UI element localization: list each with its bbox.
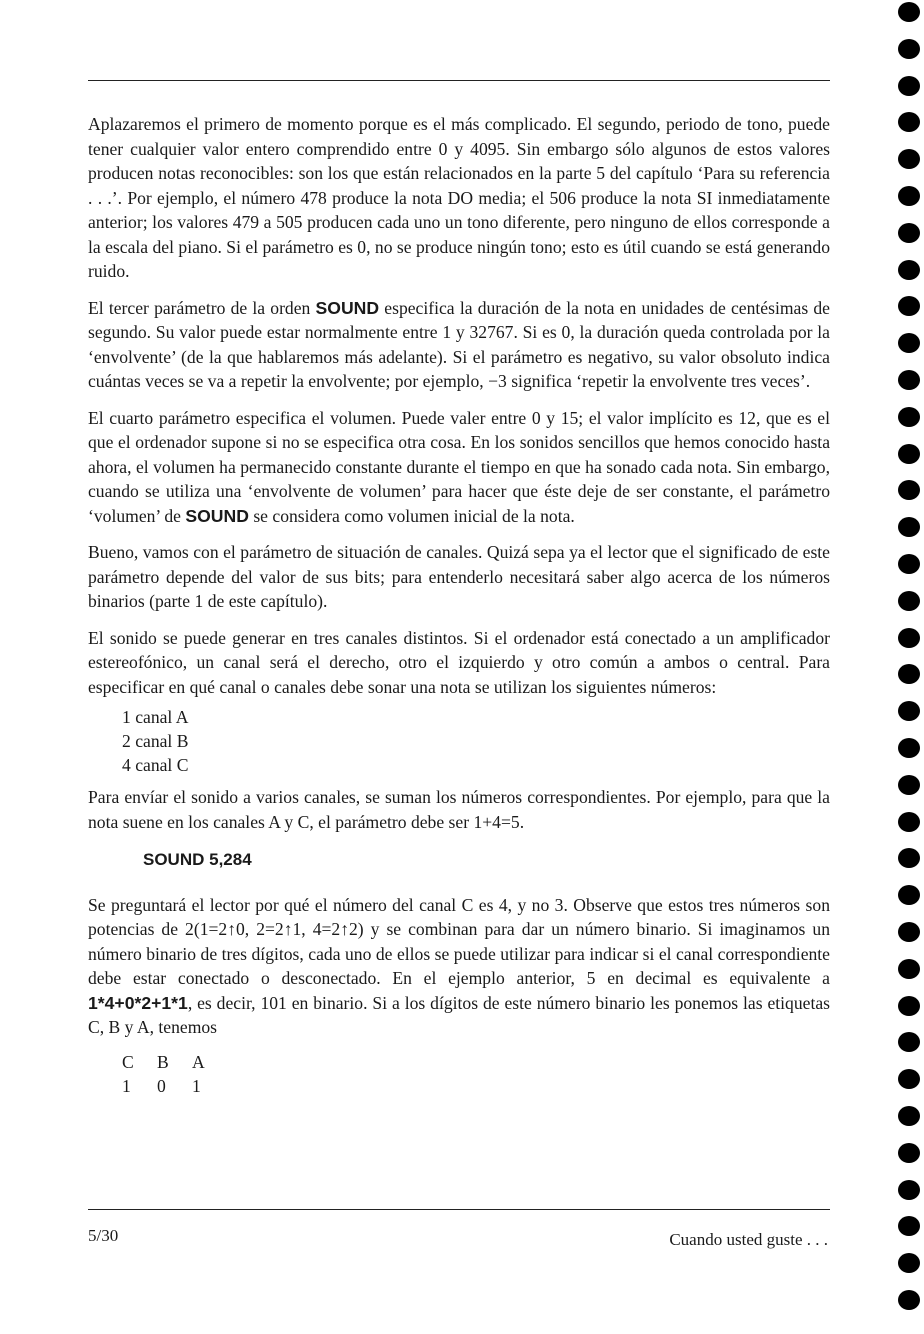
binding-hole bbox=[898, 628, 920, 648]
paragraph-binario bbox=[88, 893, 830, 1040]
text-span: El cuarto parámetro especifica el volumen. Puede valer entre 0 y 15; el valor implícito es 12, que es el que el ordenador supone si no se especifica otra cosa. En los sonidos sencillos que hemos conocido hasta ahora, el volumen ha permanecido constante durante el tiempo en que ha sonado cada nota. Sin embargo, cuando se utiliza una ‘envolvente de volumen’ para hacer que éste deje de ser constante, el parámetro ‘volumen’ de bbox=[88, 407, 830, 526]
binding-hole bbox=[898, 554, 920, 574]
paragraph-tono: Aplazaremos el primero de momento porque es el más complicado. El segundo, periodo de tono, puede tener cualquier valor entero comprendido entre 0 y 4095. Sin embargo sólo algunos de estos valores producen notas reconocibles: son los que están relacionados en la parte 5 del capítulo ‘Para su referencia . . .’. Por ejemplo, el número 478 produce la nota DO media; el 506 produce la nota SI inmediatamente anterior; los valores 479 a 505 producen cada uno un tono diferente, pero ninguno de ellos corresponde a la escala del piano. Si el parámetro es 0, no se produce ningún tono; esto es útil cuando se está generando ruido. bbox=[88, 114, 830, 281]
binding-hole bbox=[898, 296, 920, 316]
text-span: se considera como volumen inicial de la nota. bbox=[248, 505, 575, 526]
binding-hole bbox=[898, 1106, 920, 1126]
paragraph-suma: Para envíar el sonido a varios canales, se suman los números correspondientes. Por ejemplo, para que la nota suene en los canales A y C, el parámetro debe ser 1+4=5. bbox=[88, 787, 830, 832]
page-number: 5/30 bbox=[88, 1226, 119, 1245]
cba-cell: 1 bbox=[192, 1075, 201, 1096]
binding-hole bbox=[898, 922, 920, 942]
cba-cell: 0 bbox=[157, 1075, 166, 1096]
text-span: , es decir, 101 en binario. Si a los dígitos de este número binario les ponemos las etiquetas C, B y A, tenemos bbox=[88, 992, 830, 1037]
top-rule bbox=[88, 80, 830, 81]
binding-hole bbox=[898, 444, 920, 464]
binding-hole bbox=[898, 885, 920, 905]
text-span: Se preguntará el lector por qué el número del canal C es 4, y no 3. Observe que estos tres números son potencias de 2(1=2↑0, 2=2↑1, 4=2↑2) y se combinan para dar un número binario. Si imaginamos un número binario de tres dígitos, cada uno de ellos se puede utilizar para indicar si el canal correspondiente debe estar conectado o desconectado. En el ejemplo anterior, 5 en decimal es equivalente a bbox=[88, 894, 830, 988]
binding-holes bbox=[898, 0, 924, 1334]
binding-hole bbox=[898, 1069, 920, 1089]
paragraph-estereo: El sonido se puede generar en tres canales distintos. Si el ordenador está conectado a un amplificador estereofónico, un canal será el derecho, otro el izquierdo y otro común a ambos o central. Para especificar en qué canal o canales debe sonar una nota se utilizan los siguientes números: bbox=[88, 627, 830, 697]
binding-hole bbox=[898, 260, 920, 280]
list-item: 4 canal C bbox=[122, 755, 189, 775]
binding-hole bbox=[898, 186, 920, 206]
binding-hole bbox=[898, 775, 920, 795]
binding-hole bbox=[898, 812, 920, 832]
cba-cell: A bbox=[192, 1051, 205, 1072]
binding-hole bbox=[898, 223, 920, 243]
binding-hole bbox=[898, 333, 920, 353]
cba-letters-row bbox=[122, 1050, 830, 1074]
binding-hole bbox=[898, 738, 920, 758]
code-example: SOUND 5,284 bbox=[143, 850, 252, 869]
binding-hole bbox=[898, 591, 920, 611]
text-span: El tercer parámetro de la orden bbox=[88, 297, 316, 318]
cba-cell: 1 bbox=[122, 1075, 131, 1096]
cba-digits-row bbox=[122, 1074, 830, 1098]
text-span: especifica la duración de la nota en unidades de centésimas de segundo. Su valor puede estar normalmente entre 1 y 32767. Si es 0, la duración queda controlada por la ‘envolvente’ (de la que hablaremos más adelante). Si el parámetro es negativo, su valor obsoluto indica cuántas veces se va a repetir la envolvente; por ejemplo, −3 significa ‘repetir la envolvente tres veces’. bbox=[88, 297, 830, 391]
binding-hole bbox=[898, 664, 920, 684]
cba-cell: B bbox=[157, 1051, 169, 1072]
binding-hole bbox=[898, 1290, 920, 1310]
binding-hole bbox=[898, 996, 920, 1016]
list-item: 2 canal B bbox=[122, 731, 189, 751]
binding-hole bbox=[898, 112, 920, 132]
binding-hole bbox=[898, 701, 920, 721]
binding-hole bbox=[898, 2, 920, 22]
bottom-rule bbox=[88, 1209, 830, 1210]
binding-hole bbox=[898, 76, 920, 96]
binding-hole bbox=[898, 517, 920, 537]
binding-hole bbox=[898, 1180, 920, 1200]
binding-hole bbox=[898, 1253, 920, 1273]
paragraph-canales: Bueno, vamos con el parámetro de situación de canales. Quizá sepa ya el lector que el significado de este parámetro depende del valor de sus bits; para entenderlo necesitará saber algo acerca de los números binarios (parte 1 de este capítulo). bbox=[88, 542, 830, 611]
binary-expression: 1*4+0*2+1*1 bbox=[88, 992, 188, 1013]
cba-table bbox=[122, 1050, 830, 1098]
binding-hole bbox=[898, 1143, 920, 1163]
keyword-sound: SOUND bbox=[185, 505, 249, 526]
list-item: 1 canal A bbox=[122, 707, 189, 727]
footer-title: Cuando usted guste . . . bbox=[669, 1230, 828, 1249]
binding-hole bbox=[898, 370, 920, 390]
body-text bbox=[88, 112, 830, 1098]
binding-hole bbox=[898, 959, 920, 979]
binding-hole bbox=[898, 1032, 920, 1052]
paragraph-duracion bbox=[88, 296, 830, 394]
binding-hole bbox=[898, 407, 920, 427]
paragraph-volumen bbox=[88, 406, 830, 529]
cba-cell: C bbox=[122, 1051, 134, 1072]
binding-hole bbox=[898, 1216, 920, 1236]
channel-list bbox=[122, 705, 830, 777]
keyword-sound: SOUND bbox=[315, 297, 380, 318]
binding-hole bbox=[898, 480, 920, 500]
binding-hole bbox=[898, 39, 920, 59]
binding-hole bbox=[898, 848, 920, 868]
binding-hole bbox=[898, 149, 920, 169]
